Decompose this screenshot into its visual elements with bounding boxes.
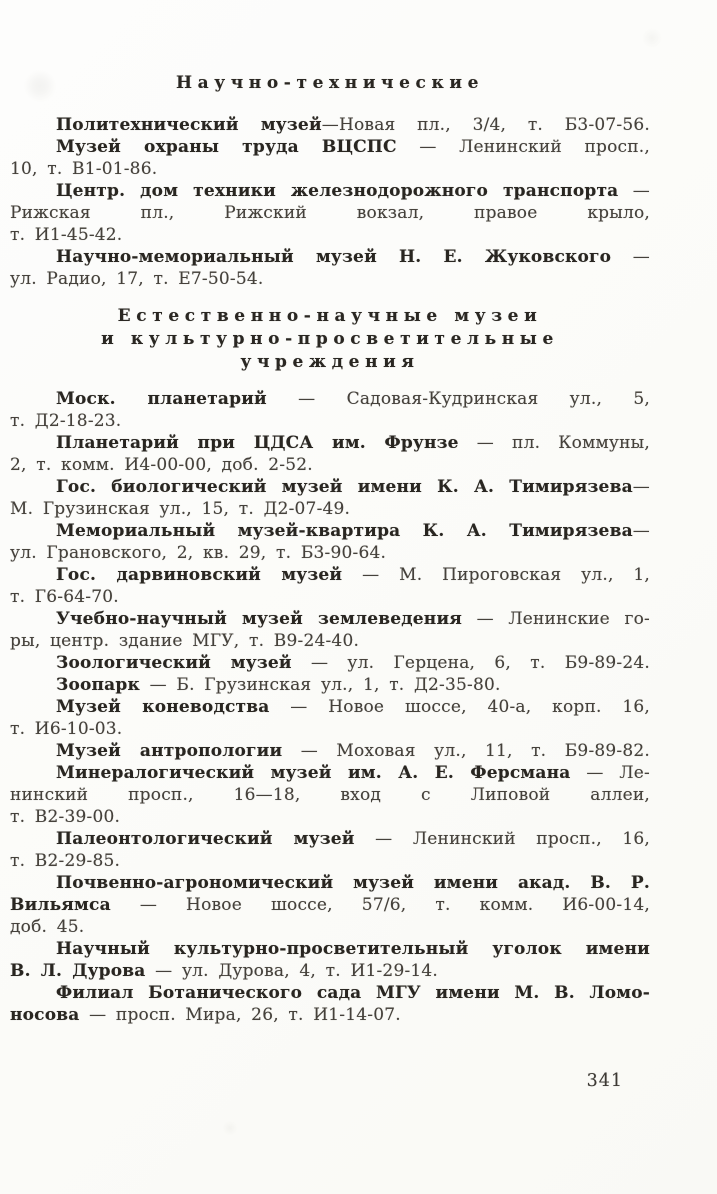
entry-details: — xyxy=(611,247,650,267)
entry-line xyxy=(10,850,650,872)
museum-name: Гос. биологический музей имени К. А. Тимирязева xyxy=(56,477,633,497)
section-heading-line: и культурно-просветительные xyxy=(101,329,559,349)
entry-line xyxy=(10,498,650,520)
entry-line xyxy=(10,520,650,542)
entry-details: — Б. Грузинская ул., 1, т. Д2-35-80. xyxy=(139,675,501,695)
museum-name: Зоологический музей xyxy=(56,653,292,673)
museum-name: Почвенно-агрономический музей имени акад. В. Р. xyxy=(56,873,650,893)
entry-line xyxy=(10,872,650,894)
entry-details: ры, центр. здание МГУ, т. В9-24-40. xyxy=(10,631,360,651)
entry-details: т. И1-45-42. xyxy=(10,225,123,245)
entry-details: — Моховая ул., 11, т. Б9-89-82. xyxy=(282,741,650,761)
entry-line xyxy=(10,630,650,652)
entries-list xyxy=(10,388,650,1026)
museum-name: Музей охраны труда ВЦСПС xyxy=(56,137,397,157)
entry-line xyxy=(10,608,650,630)
museum-name: Планетарий при ЦДСА им. Фрунзе xyxy=(56,433,459,453)
entry-details: — пл. Коммуны, xyxy=(458,433,650,453)
entry-line xyxy=(10,586,650,608)
museum-name: Минералогический музей им. А. Е. Ферсмана xyxy=(56,763,571,783)
entry-line xyxy=(10,268,650,290)
museum-name: Учебно-научный музей землеведения xyxy=(56,609,463,629)
entry-line xyxy=(10,784,650,806)
entry-details: — Ленинский просп., xyxy=(396,137,650,157)
page-content xyxy=(10,72,650,1026)
entry-line xyxy=(10,696,650,718)
museum-name: Палеонтологический музей xyxy=(56,829,355,849)
entry-line xyxy=(10,388,650,410)
entry-details: М. Грузинская ул., 15, т. Д2-07-49. xyxy=(10,499,351,519)
entry-details: нинский просп., 16—18, вход с Липовой аллеи, xyxy=(10,785,650,805)
entry-details: — ул. Герцена, 6, т. Б9-89-24. xyxy=(291,653,650,673)
entry-details: — xyxy=(632,477,650,497)
museum-name: Научный культурно-просветительный уголок имени xyxy=(56,939,650,959)
entry-details: — Новое шоссе, 57/6, т. комм. И6-00-14, xyxy=(110,895,650,915)
museum-name: носова xyxy=(10,1005,80,1025)
entry-details: т. И6-10-03. xyxy=(10,719,123,739)
section-heading xyxy=(10,72,650,95)
entry-details: т. В2-29-85. xyxy=(10,851,121,871)
section-heading-line: учреждения xyxy=(240,352,420,372)
entry-line xyxy=(10,180,650,202)
entry-details: — xyxy=(618,181,651,201)
entry-details: Рижская пл., Рижский вокзал, правое крыло, xyxy=(10,203,650,223)
entry-details: — Садовая-Кудринская ул., 5, xyxy=(266,389,650,409)
entry-details: 10, т. В1-01-86. xyxy=(10,159,158,179)
entry-line xyxy=(10,432,650,454)
entries-list xyxy=(10,114,650,290)
museum-name: Политехнический музей xyxy=(56,115,322,135)
entry-line xyxy=(10,740,650,762)
entry-details: —Новая пл., 3/4, т. Б3-07-56. xyxy=(321,115,650,135)
entry-details: — ул. Дурова, 4, т. И1-29-14. xyxy=(145,961,439,981)
museum-name: Научно-мемориальный музей Н. Е. Жуковского xyxy=(56,247,612,267)
entry-line xyxy=(10,202,650,224)
museum-name: Гос. дарвиновский музей xyxy=(56,565,343,585)
entry-line xyxy=(10,410,650,432)
entry-details: — просп. Мира, 26, т. И1-14-07. xyxy=(79,1005,401,1025)
entry-details: — Ле- xyxy=(570,763,651,783)
entry-details: ул. Радио, 17, т. Е7-50-54. xyxy=(10,269,264,289)
entry-line xyxy=(10,246,650,268)
museum-name: Вильямса xyxy=(10,895,111,915)
entry-line xyxy=(10,894,650,916)
museum-name: Моск. планетарий xyxy=(56,389,267,409)
museum-name: Музей коневодства xyxy=(56,697,270,717)
entry-line xyxy=(10,652,650,674)
entry-details: — Новое шоссе, 40-а, корп. 16, xyxy=(269,697,650,717)
entry-details: ул. Грановского, 2, кв. 29, т. Б3-90-64. xyxy=(10,543,387,563)
entry-line xyxy=(10,828,650,850)
museum-name: Филиал Ботанического сада МГУ имени М. В. Ломо- xyxy=(56,983,650,1003)
entry-line xyxy=(10,762,650,784)
museum-name: Музей антропологии xyxy=(56,741,283,761)
entry-line xyxy=(10,564,650,586)
entry-line xyxy=(10,476,650,498)
entry-line xyxy=(10,224,650,246)
entry-details: т. Д2-18-23. xyxy=(10,411,122,431)
museum-name: Мемориальный музей-квартира К. А. Тимирязева xyxy=(56,521,633,541)
section-heading-line: Естественно-научные музеи xyxy=(117,306,543,326)
entry-details: 2, т. комм. И4-00-00, доб. 2-52. xyxy=(10,455,313,475)
entry-line xyxy=(10,542,650,564)
entry-details: — М. Пироговская ул., 1, xyxy=(342,565,650,585)
entry-line xyxy=(10,454,650,476)
entry-line xyxy=(10,938,650,960)
entry-details: — xyxy=(632,521,650,541)
museum-name: В. Л. Дурова xyxy=(10,961,146,981)
entry-line xyxy=(10,960,650,982)
entry-details: — Ленинский просп., 16, xyxy=(354,829,650,849)
entry-details: доб. 45. xyxy=(10,917,85,937)
museum-name: Центр. дом техники железнодорожного транспорта xyxy=(56,181,619,201)
entry-details: т. В2-39-00. xyxy=(10,807,121,827)
entry-line xyxy=(10,806,650,828)
section-heading xyxy=(10,305,650,374)
entry-line xyxy=(10,718,650,740)
entry-line xyxy=(10,674,650,696)
museum-name: Зоопарк xyxy=(56,675,140,695)
section-heading-line: Научно-технические xyxy=(175,73,485,93)
entry-details: — Ленинские го- xyxy=(462,609,651,629)
entry-line xyxy=(10,158,650,180)
entry-details: т. Г6-64-70. xyxy=(10,587,119,607)
entry-line xyxy=(10,982,650,1004)
entry-line xyxy=(10,136,650,158)
page-number: 341 xyxy=(586,1071,623,1091)
entry-line xyxy=(10,1004,650,1026)
entry-line xyxy=(10,916,650,938)
entry-line xyxy=(10,114,650,136)
